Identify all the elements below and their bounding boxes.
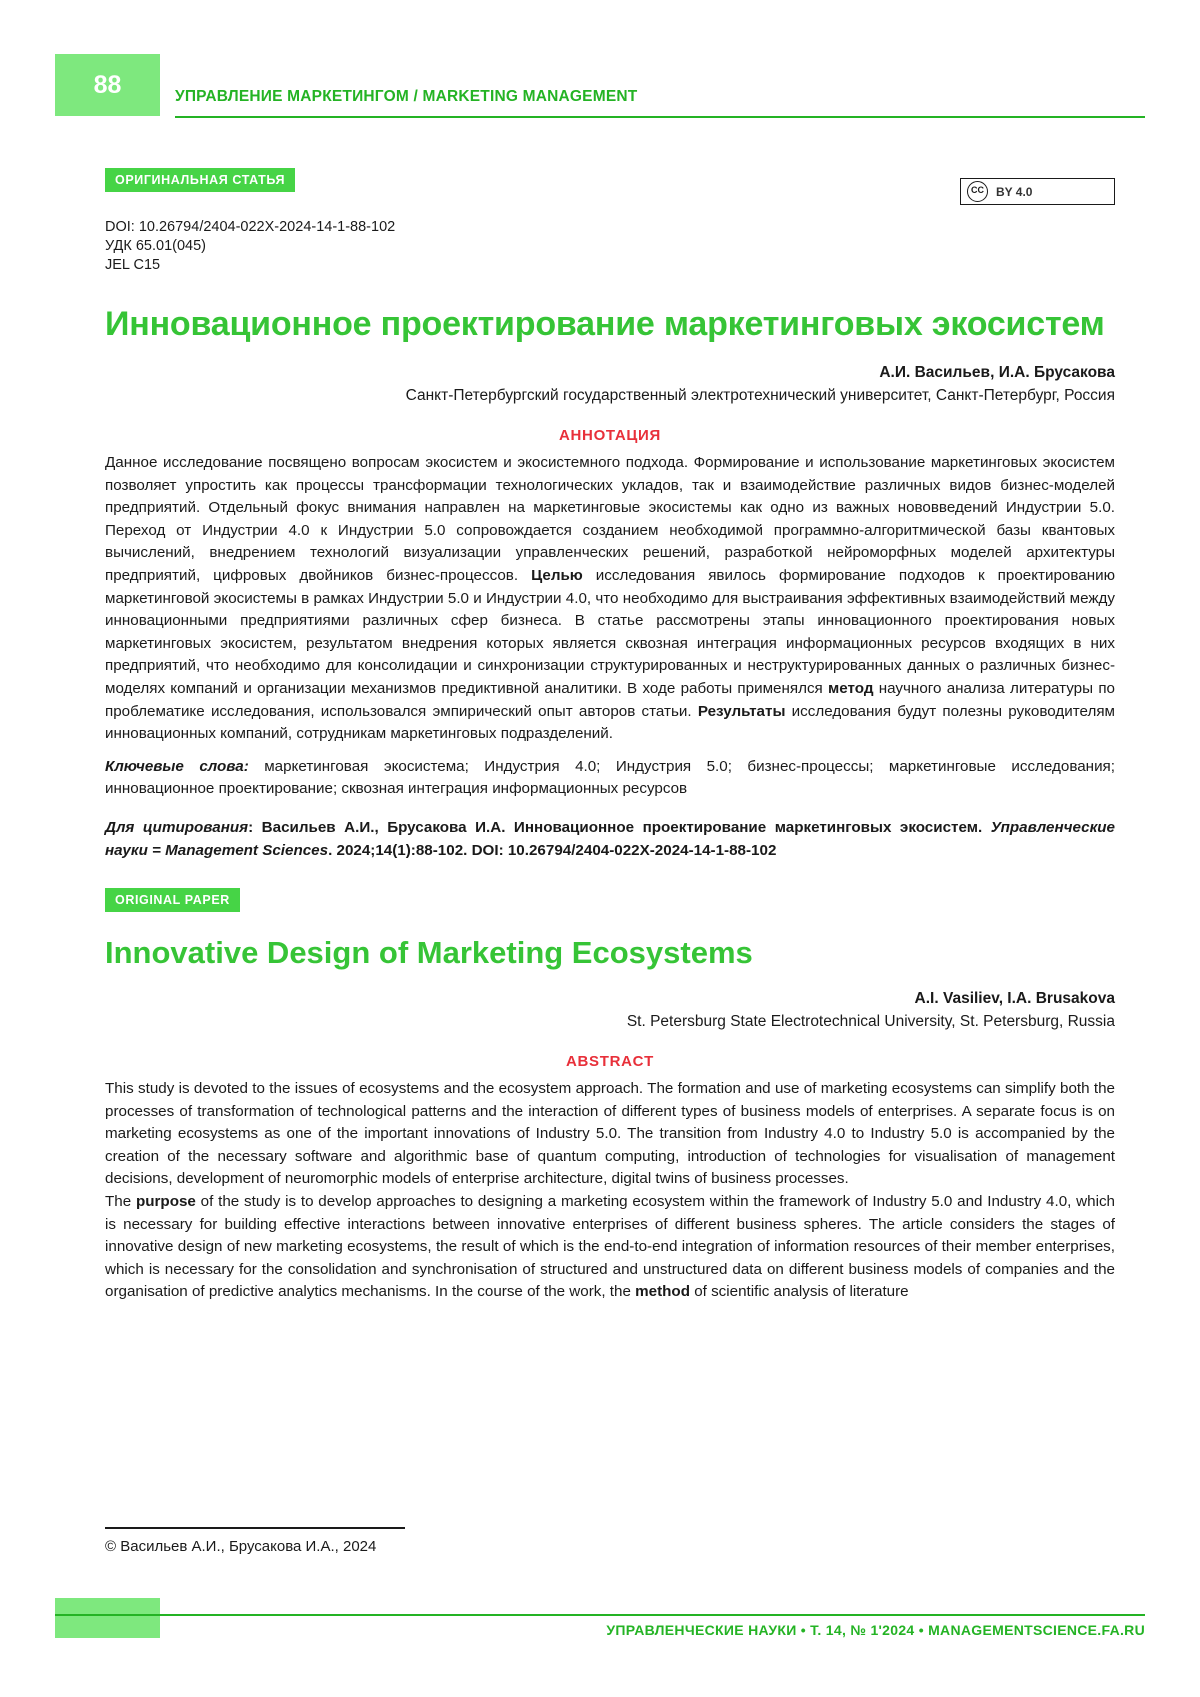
citation-russian [105, 817, 1115, 862]
license-badge [960, 178, 1115, 205]
title-english: Innovative Design of Marketing Ecosystems [105, 935, 753, 971]
page-number: 88 [93, 71, 122, 99]
affiliation-english: St. Petersburg State Electrotechnical University, St. Petersburg, Russia [626, 1013, 1115, 1031]
footer-divider [55, 1614, 1145, 1616]
badge-original-article-ru: ОРИГИНАЛЬНАЯ СТАТЬЯ [105, 168, 295, 192]
abstract-ru-bold-goal: Целью [531, 566, 583, 584]
abstract-en-p2-pre: The [105, 1193, 136, 1211]
abstract-en-bold-purpose: purpose [135, 1193, 196, 1211]
keywords-text-russian: маркетинговая экосистема; Индустрия 4.0; Индустрия 5.0; бизнес-процессы; маркетинговые исследования; инновационное проектирование; сквозная интеграция информационных ресурсов [105, 757, 1115, 798]
abstract-label-russian: АННОТАЦИЯ [558, 427, 662, 444]
footer-color-block [55, 1598, 160, 1638]
abstract-english [105, 1078, 1115, 1304]
keywords-label-russian: Ключевые слова: [105, 757, 249, 775]
license-label: BY 4.0 [996, 184, 1033, 199]
title-russian: Инновационное проектирование маркетинговых экосистем [105, 305, 1105, 343]
abstract-en-paragraph-1: This study is devoted to the issues of ecosystems and the ecosystem approach. The formation and use of marketing ecosystems can simplify both the processes of transformation of technological patterns and the interaction of different types of business models of enterprises. A separate focus is on marketing ecosystems as one of the important innovations of Industry 5.0. The transition from Industry 4.0 to Industry 5.0 is accompanied by the creation of the necessary software and algorithmic base of quantum computing, introduction of technologies for visualisation of management decisions, development of neuromorphic models of enterprise architecture, digital twins of business processes. [105, 1080, 1115, 1188]
authors-english: A.I. Vasiliev, I.A. Brusakova [914, 990, 1115, 1008]
abstract-en-p2-post: of scientific analysis of literature [689, 1283, 909, 1301]
running-title: УПРАВЛЕНИЕ МАРКЕТИНГОМ / MARKETING MANAGEMENT [175, 88, 638, 105]
abstract-en-bold-method: method [635, 1283, 690, 1301]
abstract-ru-bold-results: Результаты [697, 702, 786, 720]
affiliation-russian: Санкт-Петербургский государственный электротехнический университет, Санкт-Петербург, Россия [405, 387, 1115, 404]
identifiers-block [105, 218, 1115, 275]
abstract-ru-part1: Данное исследование посвящено вопросам экосистем и экосистемного подхода. Формирование и использование маркетинговых экосистем позволяет упростить как процессы трансформации технологических укладов, так и взаимодействие различных видов бизнес-моделей предприятий. Отдельный фокус внимания направлен на маркетинговые экосистемы как одно из важных нововведений Индустрии 5.0. Переход от Индустрии 4.0 к Индустрии 5.0 сопровождается созданием необходимой программно-алгоритмической базы квантовых вычислений, внедрением технологий визуализации управленческих решений, разработкой нейроморфных моделей архитектуры предприятий, цифровых двойников бизнес-процессов. [105, 454, 1115, 584]
copyright-note: © Васильев А.И., Брусакова И.А., 2024 [105, 1538, 377, 1555]
article-type-row [105, 168, 1115, 200]
citation-journal-russian: Управленческие науки = Management Sciences [105, 818, 1115, 859]
keywords-russian [105, 756, 1115, 801]
jel-line: JEL C15 [105, 257, 161, 273]
footer-journal-line: УПРАВЛЕНЧЕСКИЕ НАУКИ • Т. 14, № 1'2024 • MANAGEMENTSCIENCE.FA.RU [596, 1622, 1145, 1638]
abstract-ru-part4: исследования будут полезны руководителям инновационных компаний, сотрудникам маркетинговых подразделений. [105, 702, 1115, 743]
article-content [105, 168, 1115, 1304]
citation-label-russian: Для цитирования [105, 818, 249, 836]
abstract-en-p2-mid: of the study is to develop approaches to designing a marketing ecosystem within the framework of Industry 5.0 and Industry 4.0, which is necessary for building effective interactions between innovative enterprises of different business spheres. The article considers the stages of innovative design of new marketing ecosystems, the result of which is the end-to-end integration of information resources of their member enterprises, which is necessary for the consolidation and synchronisation of structured and unstructured data on different business models of companies and the organisation of predictive analytics mechanisms. In the course of the work, the [105, 1193, 1115, 1301]
abstract-ru-part3: научного анализа литературы по проблематике исследования, использовался эмпирический опыт авторов статьи. [105, 679, 1115, 720]
abstract-ru-part2: исследования явилось формирование подходов к проектированию маркетинговой экосистемы в рамках Индустрии 5.0 и Индустрии 4.0, что необходимо для выстраивания эффективных взаимодействий между инновационными предприятиями различных сфер бизнеса. В статье рассмотрены этапы инновационного проектирования новых маркетинговых экосистем, результатом внедрения которых является сквозная интеграция информационных ресурсов входящих в них предприятий, что необходимо для консолидации и синхронизации структурированных и неструктурированных данных о различных бизнес-моделях компаний и организации механизмов предиктивной аналитики. В ходе работы применялся [105, 566, 1115, 697]
creative-commons-icon: CC [967, 181, 988, 202]
udk-line: УДК 65.01(045) [105, 238, 206, 254]
doi-line: DOI: 10.26794/2404-022X-2024-14-1-88-102 [105, 219, 396, 235]
citation-text-russian: : Васильев А.И., Брусакова И.А. Инновационное проектирование маркетинговых экосистем. [248, 818, 991, 836]
abstract-label-english: ABSTRACT [565, 1053, 655, 1071]
citation-tail-russian: . 2024;14(1):88-102. DOI: 10.26794/2404-022X-2024-14-1-88-102 [328, 841, 777, 859]
footnote-divider [105, 1527, 405, 1529]
abstract-en-paragraph-2 [105, 1191, 1115, 1304]
badge-original-paper-en: ORIGINAL PAPER [105, 888, 240, 912]
page-header [55, 54, 1145, 116]
article-type-row-en [105, 862, 1115, 912]
abstract-ru-bold-method: метод [828, 679, 874, 697]
abstract-russian [105, 452, 1115, 746]
header-divider [175, 116, 1145, 118]
authors-russian: А.И. Васильев, И.А. Брусакова [879, 364, 1115, 381]
